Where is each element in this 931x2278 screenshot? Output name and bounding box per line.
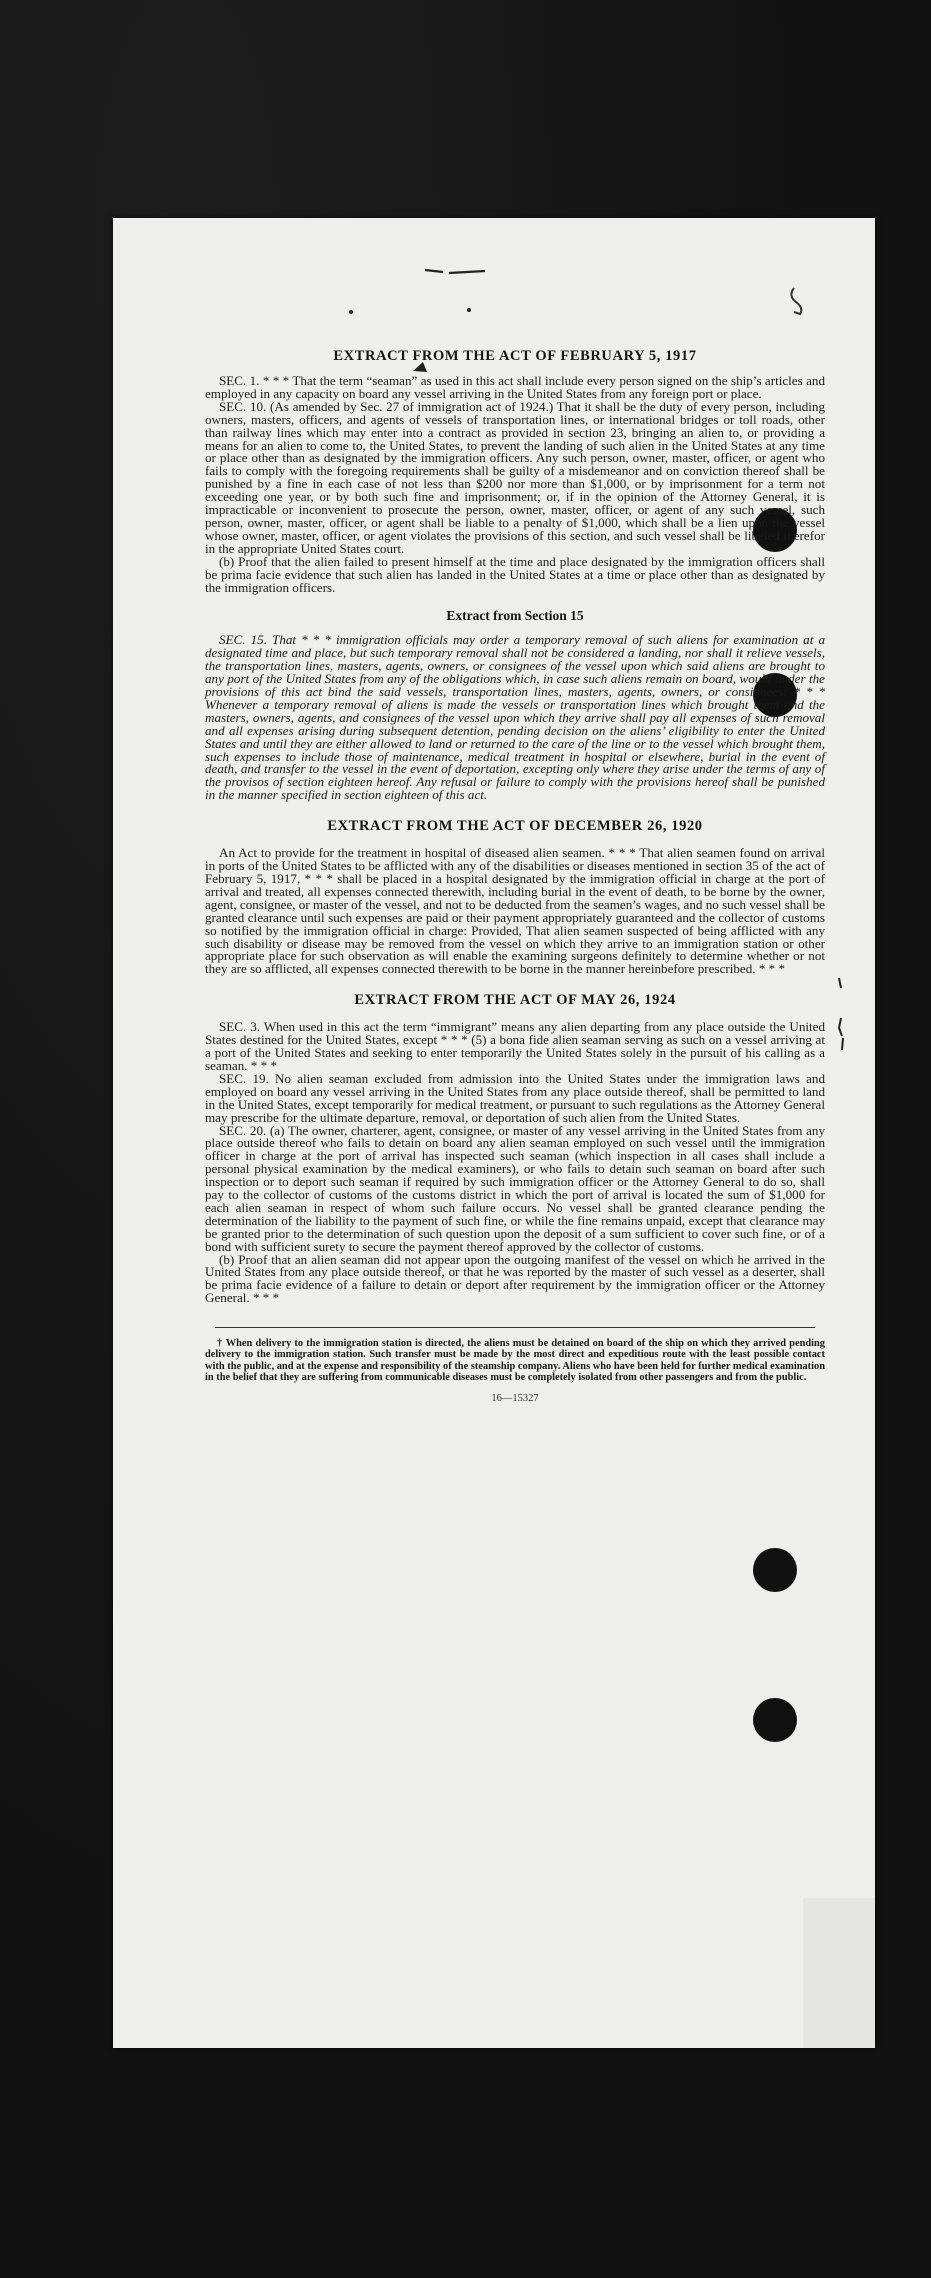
section-15-paragraph: SEC. 15. That * * * immigration officials may order a temporary removal of such aliens for examination at a designated time and place, but such temporary removal shall not be considered a landing, nor shall it relieve vessels, the transportation lines, masters, agents, owners, or consignees of the vessel upon which said aliens are brought to any port of the United States from any of the obligations which, in case such aliens remain on board, would under the provisions of this act bind the said vessels, transportation lines, masters, agents, owners, or consignees: * * * Whenever a temporary removal of aliens is made the vessels or transportation lines which brought them and the masters, owners, agents, and consignees of the vessel upon which they arrive shall pay all expenses of such removal and all expenses arising during subsequent detention, pending decision on the aliens’ eligibility to enter the United States and until they are either allowed to land or returned to the care of the line or to the vessel which brought them, such expenses to include those of maintenance, medical treatment in hospital or elsewhere, burial in the event of death, and transfer to the vessel in the event of deportation, excepting only where they arise under the terms of any of the provisos of section eighteen hereof. Any refusal or failure to comply with the provisions hereof shall be punished in the manner specified in section eighteen of this act. (205, 632, 825, 803)
section-19-paragraph: SEC. 19. No alien seaman excluded from admission into the United States under the immigration laws and employed on board any vessel arriving in the United States from any place outside thereof, shall be permitted to land in the United States, except temporarily for medical treatment, or pursuant to such regulations as the Attorney General may prescribe for the ultimate departure, removal, or deportation of such alien from the United States. (205, 1070, 825, 1125)
act-1920-paragraph: An Act to provide for the treatment in hospital of diseased alien seamen. * * * That alien seamen found on arrival in ports of the United States to be afflicted with any of the disabilities or diseases mentioned in section 35 of the act of February 5, 1917, * * * shall be placed in a hospital designated by the immigration official in charge at the port of arrival and treated, all expenses connected therewith, including burial in the event of death, to be borne by the owner, agent, consignee, or master of the vessel, and not to be deducted from the seamen’s wages, and no such vessel shall be granted clearance until such expenses are paid or their payment appropriately guaranteed and the collector of customs so notified by the immigration official in charge: Provided, That alien seamen suspected of being afflicted with any such disability or disease may be removed from the vessel on which they arrive to an immigration station or other appropriate place for such observation as will enable the examining surgeons definitely to determine whether or not they are so afflicted, all expenses connected therewith to be borne in the manner hereinbefore prescribed. * * * (205, 845, 825, 977)
heading-act-1917: EXTRACT FROM THE ACT OF FEBRUARY 5, 1917 (333, 348, 697, 364)
section-10-paragraph: SEC. 10. (As amended by Sec. 27 of immigration act of 1924.) That it shall be the duty of every person, including owners, masters, officers, and agents of vessels of transportation lines, or international bridges or toll roads, other than railway lines which may enter into a contract as provided in section 23, bringing an alien to, or providing a means for an alien to come to, the United States, to prevent the landing of such alien in the United States at any time or place other than as designated by the immigration officers. Any such person, owner, master, officer, or agent who fails to comply with the foregoing requirements shall be guilty of a misdemeanor and on conviction thereof shall be punished by a fine in each case of not less than $200 nor more than $1,000, or by imprisonment for a term not exceeding one year, or by both such fine and imprisonment; or, if in the opinion of the Attorney General, it is impracticable or inconvenient to prosecute the person, owner, master, officer, or agent of any such vessel, such person, owner, master, officer, or agent shall be liable to a penalty of $1,000, which shall be a lien upon the vessel whose owner, master, officer, or agent violates the provisions of this section, and such vessel shall be libeled therefor in the appropriate United States court. (205, 398, 825, 556)
section-3-paragraph: SEC. 3. When used in this act the term “immigrant” means any alien departing from any place outside the United States destined for the United States, except * * * (5) a bona fide alien seaman serving as such on a vessel arriving at a port of the United States and seeking to enter temporarily the United States solely in the pursuit of his calling as a seaman. * * * (205, 1019, 825, 1073)
section-20-a-paragraph: SEC. 20. (a) The owner, charterer, agent, consignee, or master of any vessel arriving in the United States from any place outside thereof who fails to detain on board any alien seaman employed on such vessel until the immigration officer in charge at the port of arrival has inspected such seaman (which inspection in all cases shall include a personal physical examination by the medical examiners), or who fails to detain such seaman on board after such inspection or to deport such seaman if required by such immigration officer or the Attorney General to do so, shall pay to the collector of customs of the customs district in which the port of arrival is located the sum of $1,000 for each alien seaman in respect of whom such failure occurs. No vessel shall be granted clearance pending the determination of the liability to the payment of such fine, or while the fine remains unpaid, except that clearance may be granted prior to the determination of such question upon the deposit of a sum sufficient to cover such fine, or of a bond with sufficient surety to secure the payment thereof approved by the collector of customs. (205, 1122, 825, 1254)
section-10-b-paragraph: (b) Proof that the alien failed to present himself at the time and place designated by the immigration officers shall be prima facie evidence that such alien has landed in the United States at a time or place other than as designated by the immigration officers. (205, 553, 825, 595)
punch-hole-bottom (753, 1548, 797, 1592)
footnote: † When delivery to the immigration station is directed, the aliens must be detained on board of the ship on which they arrived pending delivery to the immigration station. Such transfer must be made by the most direct and expeditious route with the least possible contact with the public, and at the expense and responsibility of the steamship company. Aliens who have been held for further medical examination in the belief that they are suffering from communicable diseases must be completely isolated from other passengers and from the public. (205, 1338, 825, 1384)
document-body (205, 348, 825, 1404)
dot-mark (349, 310, 353, 314)
subheading-section-15: Extract from Section 15 (446, 608, 584, 624)
staple-mark (791, 288, 801, 314)
torn-edge (839, 978, 843, 1050)
document-page (113, 218, 875, 2048)
punch-hole-bottom-lower (753, 1698, 797, 1742)
smudge (803, 1898, 875, 2048)
pen-stroke-mark (425, 270, 485, 273)
heading-act-1924: EXTRACT FROM THE ACT OF MAY 26, 1924 (354, 992, 676, 1009)
form-number: 16—15327 (491, 1393, 539, 1405)
section-20-b-paragraph: (b) Proof that an alien seaman did not appear upon the outgoing manifest of the vessel on which he arrived in the United States from any place outside thereof, or that he was reported by the master of such vessel as a deserter, shall be prima facie evidence of a failure to detain or deport after requirement by the immigration officer or the Attorney General. * * * (205, 1251, 825, 1306)
dot-mark (467, 308, 471, 312)
footnote-divider (215, 1327, 815, 1328)
heading-act-1920: EXTRACT FROM THE ACT OF DECEMBER 26, 1920 (327, 818, 703, 835)
section-1-paragraph: SEC. 1. * * * That the term “seaman” as used in this act shall include every person signed on the ship’s articles and employed in any capacity on board any vessel arriving in the United States from any foreign port or place. (205, 373, 825, 401)
